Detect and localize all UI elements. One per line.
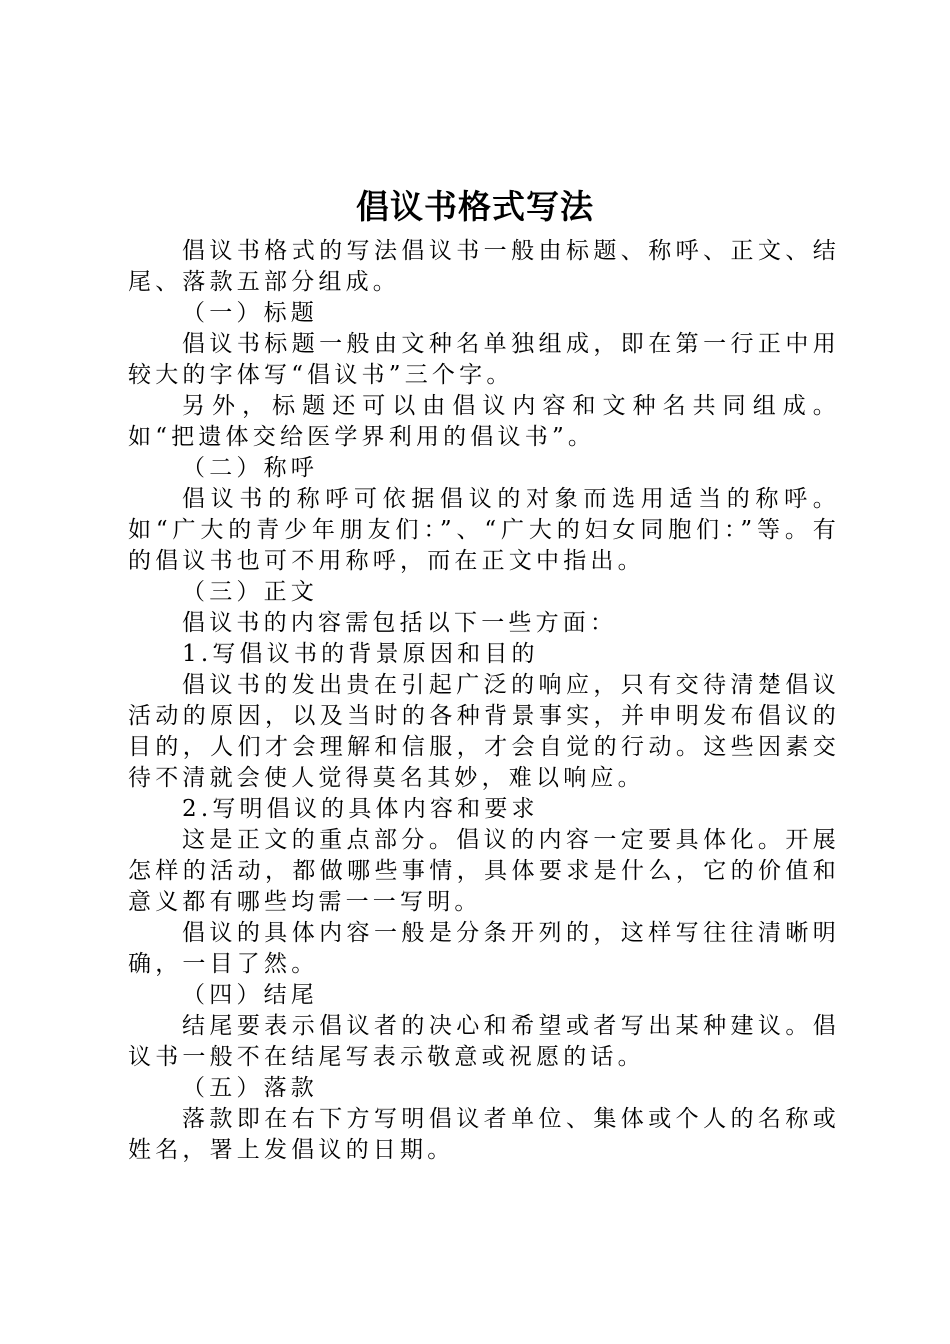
section-heading-body: （三）正文 [182,579,318,605]
section-heading-ending: （四）结尾 [182,982,318,1008]
intro-paragraph: 倡议书格式的写法倡议书一般由标题、称呼、正文、结尾、落款五部分组成。 [128,238,840,295]
document-body [128,236,840,1166]
section-heading-title: （一）标题 [182,300,318,326]
salutation-paragraph: 倡议书的称呼可依据倡议的对象而选用适当的称呼。如“广大的青少年朋友们：”、“广大的妇女同胞们：”等。有的倡议书也可不用称呼，而在正文中指出。 [128,486,840,574]
title-paragraph-2: 另外，标题还可以由倡议内容和文种名共同组成。如“把遗体交给医学界利用的倡议书”。 [128,393,840,450]
section-heading-salutation: （二）称呼 [182,455,318,481]
background-paragraph: 倡议书的发出贵在引起广泛的响应，只有交待清楚倡议活动的原因，以及当时的各种背景事实，并申明发布倡议的目的，人们才会理解和信服，才会自觉的行动。这些因素交待不清就会使人觉得莫名其妙，难以响应。 [128,672,840,791]
document-title: 倡议书格式写法 [356,187,594,226]
signature-paragraph: 落款即在右下方写明倡议者单位、集体或个人的名称或姓名，署上发倡议的日期。 [128,1106,840,1163]
content-paragraph-1: 这是正文的重点部分。倡议的内容一定要具体化。开展怎样的活动，都做哪些事情，具体要求是什么，它的价值和意义都有哪些均需一一写明。 [128,827,840,915]
title-paragraph-1: 倡议书标题一般由文种名单独组成，即在第一行正中用较大的字体写“倡议书”三个字。 [128,331,840,388]
body-intro-paragraph: 倡议书的内容需包括以下一些方面： [182,610,618,636]
subheading-background: 1.写倡议书的背景原因和目的 [182,641,539,667]
subheading-content: 2.写明倡议的具体内容和要求 [182,796,539,822]
content-paragraph-2: 倡议的具体内容一般是分条开列的，这样写往往清晰明确，一目了然。 [128,920,840,977]
section-heading-signature: （五）落款 [182,1075,318,1101]
ending-paragraph: 结尾要表示倡议者的决心和希望或者写出某种建议。倡议书一般不在结尾写表示敬意或祝愿的话。 [128,1013,840,1070]
